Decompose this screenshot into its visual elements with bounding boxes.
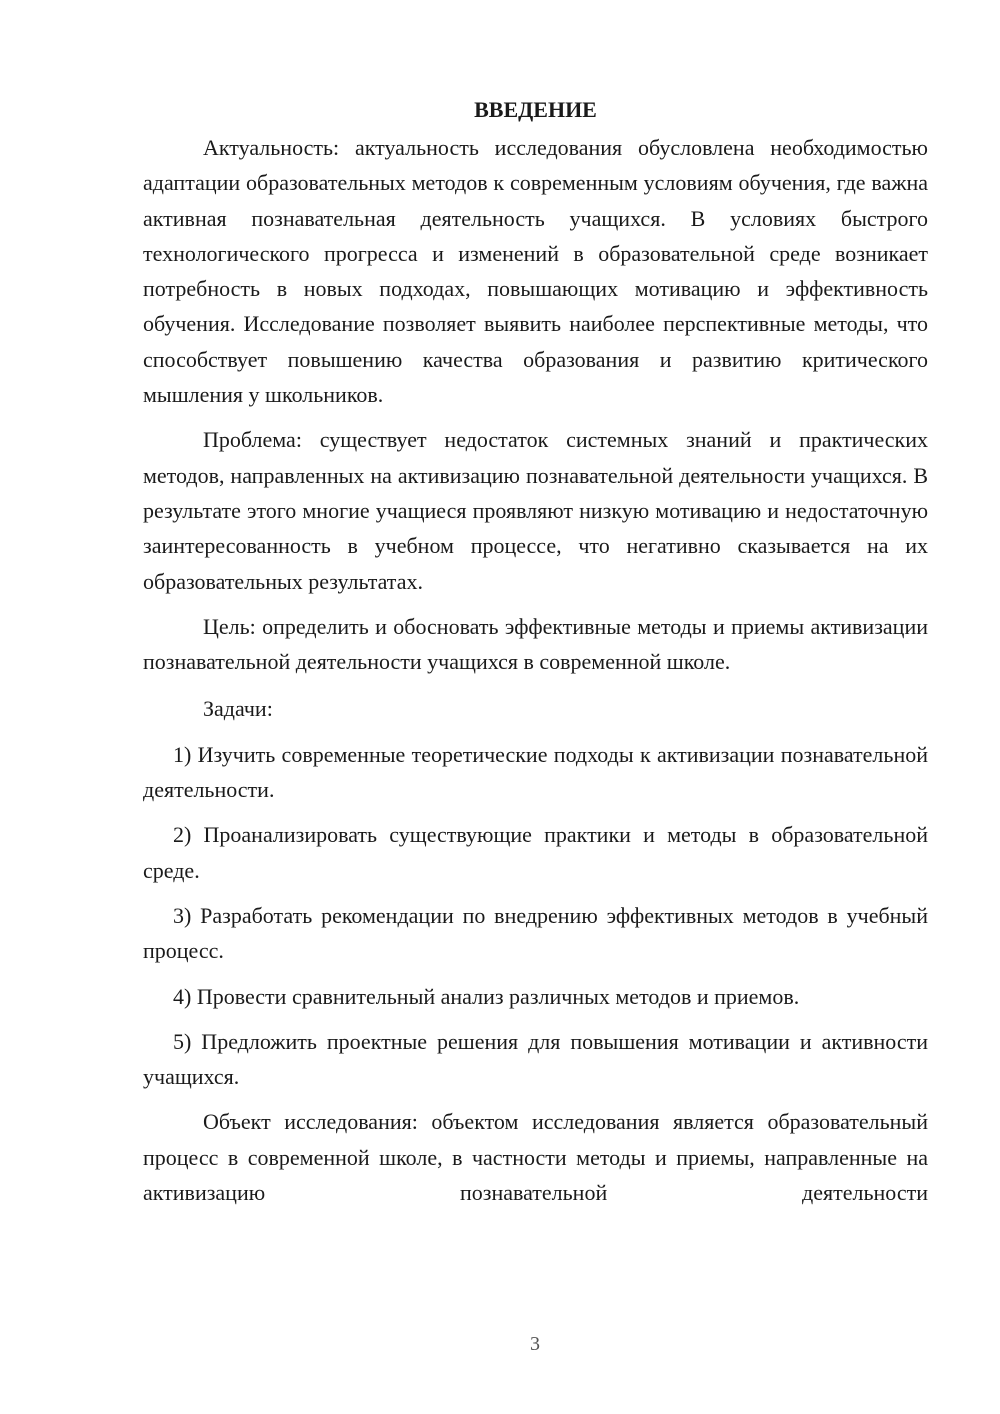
list-item: 1) Изучить современные теоретические подходы к активизации познавательной деятельности. [143, 741, 928, 803]
list-item: 3) Разработать рекомендации по внедрению эффективных методов в учебный процесс. [143, 902, 928, 964]
list-item: 2) Проанализировать существующие практики и методы в образовательной среде. [143, 822, 928, 883]
object-paragraph: Объект исследования: объектом исследования является образовательный процесс в современной школе, в частности методы и приемы, направленные на активизацию познавательной деятельности [143, 1109, 928, 1206]
goal-paragraph: Цель: определить и обосновать эффективные методы и приемы активизации познавательной деятельности учащихся в современной школе. [143, 613, 928, 675]
list-item: 5) Предложить проектные решения для повышения мотивации и активности учащихся. [143, 1028, 928, 1090]
list-item: 4) Провести сравнительный анализ различных методов и приемов. [173, 983, 800, 1009]
tasks-label: Задачи: [203, 696, 273, 722]
page-number: 3 [530, 1333, 540, 1355]
relevance-paragraph: Актуальность: актуальность исследования обусловлена необходимостью адаптации образовательных методов к современным условиям обучения, где важна активная познавательная деятельность учащихся. В условиях быстрого технологического прогресса и изменений в образовательной среде возникает потребность в новых подходах, повышающих мотивацию и эффективность обучения. Исследование позволяет выявить наиболее перспективные методы, что способствует повышению качества образования и развитию критического мышления у школьников. [143, 135, 928, 408]
problem-paragraph: Проблема: существует недостаток системных знаний и практических методов, направленных на активизацию познавательной деятельности учащихся. В результате этого многие учащиеся проявляют низкую мотивацию и недостаточную заинтересованность в учебном процессе, что негативно сказывается на их образовательных результатах. [143, 427, 928, 594]
section-heading: ВВЕДЕНИЕ [474, 97, 597, 122]
document-page [143, 88, 928, 1210]
tasks-list [143, 737, 928, 1095]
